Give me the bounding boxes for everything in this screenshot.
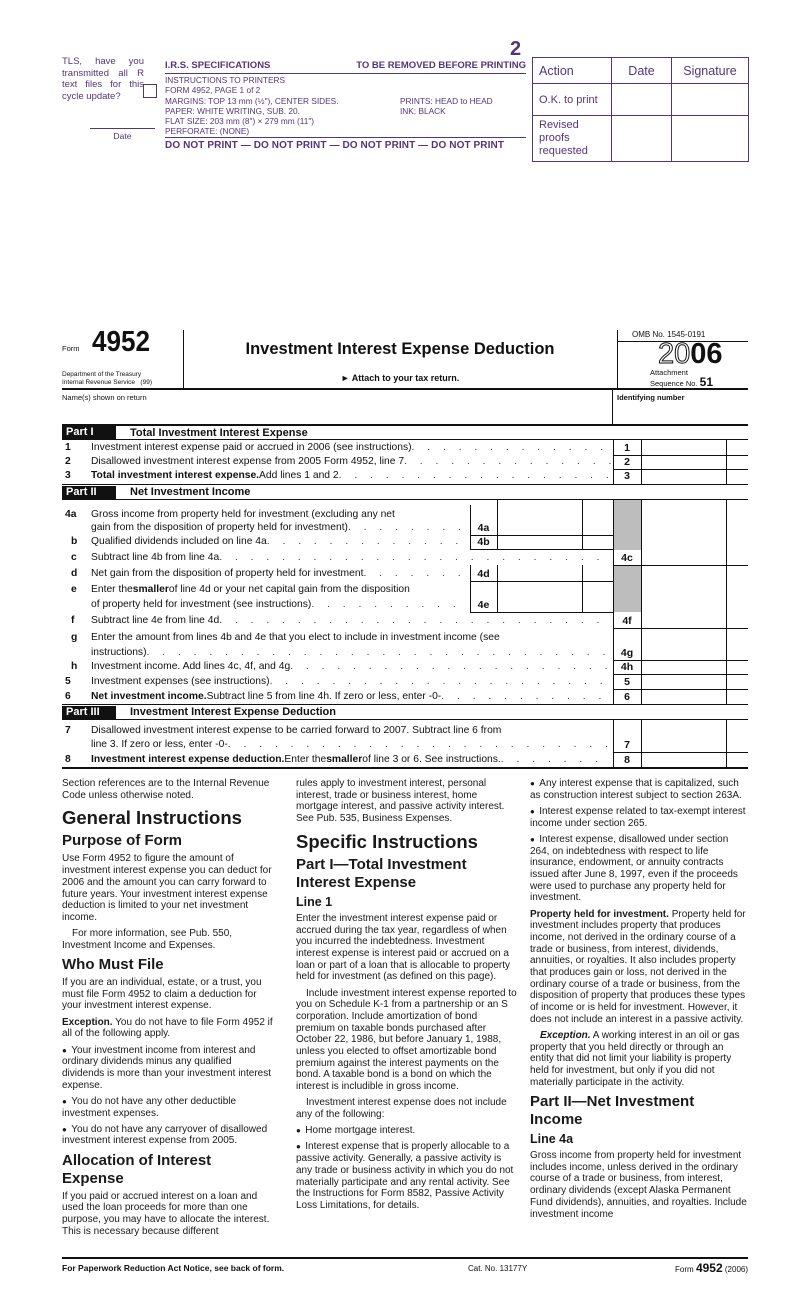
col-date: Date xyxy=(612,58,672,84)
bullet-icon: ● xyxy=(62,1124,72,1134)
line-bold-text: Net investment income. xyxy=(91,691,207,702)
line-text: of line 4d or your net capital gain from the disposition xyxy=(168,584,410,595)
line-box-label: 4b xyxy=(477,536,490,548)
sequence-number: 51 xyxy=(699,374,713,389)
line-text: Gross income from property held for investment (excluding any net xyxy=(91,509,395,520)
dept-name: Department of the Treasury xyxy=(62,371,142,378)
attachment-label: Attachment xyxy=(650,368,688,377)
line-4f xyxy=(62,613,748,628)
line-text: of property held for investment (see instructions) xyxy=(91,599,312,610)
bullet-icon: ● xyxy=(530,806,540,816)
text: Include investment interest expense reported to you on Schedule K-1 from a partnership or an S corporation. Include amortization of bond premium on taxable bonds purchased after October 22, 1986, but before January 1, 1988, unless you elected to offset amortizable bond premium against the interest payments on the bond. A taxable bond is a bond on which the interest is includible in gross income. xyxy=(296,987,517,1093)
leader-dots xyxy=(290,660,611,673)
line-text: Net gain from the disposition of property held for investment xyxy=(91,568,364,579)
form-number: 4952 xyxy=(92,326,151,358)
spec-perforate: PERFORATE: (NONE) xyxy=(165,126,526,138)
text: General Instructions xyxy=(62,807,242,829)
text: Who Must File xyxy=(62,956,164,974)
line-text: Enter the amount from lines 4b and 4e that you elect to include in investment income (see xyxy=(91,632,500,643)
bullet-icon: ● xyxy=(296,1142,306,1152)
text: Property held for investment includes property that produces income, not derived in the ordinary course of a trade or business, from interest, dividends, annuities, or royalties. It also includes property that produces gain or loss, not derived in the ordinary course of a trade or business, from the disposition of property that produces these types of income or is held for investment. However, it does not include an interest in a passive activity. xyxy=(530,908,746,1025)
id-label: Identifying number xyxy=(617,393,685,402)
line-box-label: 4a xyxy=(477,522,490,534)
text: Section references are to the Internal Revenue Code unless otherwise noted. xyxy=(62,778,270,801)
paragraph xyxy=(296,778,518,825)
divider xyxy=(617,330,618,390)
omb-number: OMB No. 1545-0191 xyxy=(632,330,706,339)
line-box-label: 5 xyxy=(624,676,630,688)
text: A working interest in an oil or gas property that you held directly or through an entity that did not limit your liability is property held for investment, but only if you did not materially participate in the activity. xyxy=(530,1030,740,1088)
part-3-header xyxy=(62,704,748,720)
spec-margins: MARGINS: TOP 13 mm (½"), CENTER SIDES. xyxy=(165,95,339,106)
leader-dots xyxy=(501,753,611,766)
part-tag: Part II xyxy=(62,486,116,499)
paragraph xyxy=(296,913,518,983)
col-signature: Signature xyxy=(672,58,749,84)
names-label: Name(s) shown on return xyxy=(62,393,147,402)
leader-dots xyxy=(311,598,467,611)
line-3 xyxy=(62,469,748,483)
line-bold-text: smaller xyxy=(132,584,169,595)
footer-form-number: 4952 xyxy=(695,1261,723,1275)
text: Your investment income from interest and ordinary dividends minus any qualified dividends is more than your investment interest expense. xyxy=(62,1044,271,1091)
text: Line 4a xyxy=(530,1132,574,1147)
line-text: Investment income. Add lines 4c, 4f, and 4g xyxy=(91,661,291,672)
irs-specifications xyxy=(165,61,526,152)
line-4c xyxy=(62,550,748,565)
text: If you are an individual, estate, or a trust, you must file Form 4952 to claim a deduction for your investment interest expense. xyxy=(62,977,262,1012)
footer xyxy=(62,1257,748,1275)
line-number: b xyxy=(71,536,78,547)
text: Part I—Total Investment Interest Expense xyxy=(296,855,467,891)
line-4e xyxy=(62,581,748,612)
line-box-label: 4g xyxy=(620,647,634,659)
line-box-label: 1 xyxy=(624,442,630,454)
paragraph xyxy=(62,1017,276,1040)
text: You do not have any carryover of disallowed investment interest expense from 2005. xyxy=(62,1123,268,1147)
text: You do not have to file Form 4952 if all of the following apply. xyxy=(62,1016,273,1040)
bullet-item xyxy=(62,1045,276,1092)
lead-in: Exception. xyxy=(540,1030,591,1042)
spec-prints: PRINTS: HEAD to HEAD xyxy=(400,95,493,106)
section-heading xyxy=(296,856,518,892)
bullet-item xyxy=(530,806,750,829)
line-1 xyxy=(62,441,748,455)
paragraph xyxy=(62,1191,276,1238)
leader-dots xyxy=(404,455,611,468)
bullet-item xyxy=(296,1141,518,1211)
line-number: h xyxy=(71,661,78,672)
section-heading xyxy=(62,956,276,974)
line-bold-text: Total investment interest expense. xyxy=(91,470,260,481)
irs-name: Internal Revenue Service xyxy=(62,379,135,386)
text: For more information, see Pub. 550, Investment Income and Expenses. xyxy=(62,928,233,951)
line-number: 3 xyxy=(65,470,71,481)
line-number: 6 xyxy=(65,691,71,702)
paragraph xyxy=(530,909,750,1026)
line-text: Subtract line 5 from line 4h. If zero or less, enter -0- xyxy=(206,691,442,702)
line-number: 4a xyxy=(65,509,77,520)
leader-dots xyxy=(219,551,611,564)
line-number: d xyxy=(71,568,78,579)
line-text: gain from the disposition of property held for investment) xyxy=(91,522,348,533)
line-number: f xyxy=(71,615,75,626)
line-box-label: 4f xyxy=(622,615,632,627)
revised-proofs: Revised proofs requested xyxy=(533,116,612,162)
leader-dots xyxy=(441,690,611,703)
line-box-label: 4e xyxy=(477,599,490,611)
paragraph xyxy=(296,1097,518,1120)
names-field[interactable] xyxy=(62,403,610,423)
paragraph xyxy=(62,853,276,923)
line-4d xyxy=(62,566,748,581)
line-number: 1 xyxy=(65,442,71,453)
line-number: 5 xyxy=(65,676,71,687)
bullet-icon: ● xyxy=(296,1126,306,1136)
divider xyxy=(612,390,613,425)
year-outline: 20 xyxy=(658,338,691,370)
footer-year: (2006) xyxy=(724,1265,748,1274)
part-tag: Part I xyxy=(62,426,116,439)
line-4h xyxy=(62,660,748,674)
date-label: Date xyxy=(113,131,132,141)
line-text: Qualified dividends included on line 4a xyxy=(91,536,267,547)
line-text: Disallowed investment interest expense from 2005 Form 4952, line 7 xyxy=(91,456,405,467)
leader-dots xyxy=(339,469,611,482)
section-heading xyxy=(62,832,276,850)
line-text: of line 3 or 6. See instructions. xyxy=(362,754,501,765)
spec-line: INSTRUCTIONS TO PRINTERS xyxy=(165,75,286,86)
text: Any interest expense that is capitalized, such as construction interest subject to section 263A. xyxy=(530,778,742,801)
line-number: e xyxy=(71,584,77,595)
line-5 xyxy=(62,675,748,689)
sequence-label: Sequence No. xyxy=(650,378,698,388)
text: Interest expense, disallowed under section 264, on indebtedness with respect to life insurance, endowment, or annuity contracts issued after June 8, 1997, even if the proceeds were used to purchase any property held for investment. xyxy=(530,833,738,904)
paragraph xyxy=(530,1030,750,1089)
text: Allocation of Interest Expense xyxy=(62,1151,212,1187)
department xyxy=(62,371,152,387)
remove-note: TO BE REMOVED BEFORE PRINTING xyxy=(356,60,526,71)
instructions-column-1 xyxy=(62,778,276,1242)
bullet-item xyxy=(530,834,750,904)
text: You do not have any other deductible investment expenses. xyxy=(62,1095,237,1119)
line-text: line 3. If zero or less, enter -0- xyxy=(91,739,228,750)
spec-ink: INK: BLACK xyxy=(400,105,446,116)
leader-dots xyxy=(412,441,611,454)
paragraph xyxy=(296,988,518,1093)
line-text: Add lines 1 and 2 xyxy=(259,470,339,481)
cell[interactable] xyxy=(612,84,672,116)
bullet-icon: ● xyxy=(530,834,540,844)
footer-form-label: Form xyxy=(675,1265,694,1274)
line-4b xyxy=(62,535,748,549)
lead-in: Property held for investment. xyxy=(530,908,669,920)
line-box-label: 3 xyxy=(624,470,630,482)
section-heading xyxy=(62,807,276,828)
cell[interactable] xyxy=(672,84,749,116)
page-number: 2 xyxy=(510,38,522,60)
text: Use Form 4952 to figure the amount of investment interest expense you can deduct for 2006 and the amount you can carry forward to future years. Your investment interest expense deduction is limited to your net investment income. xyxy=(62,853,272,923)
leader-dots xyxy=(270,675,611,688)
bullet-item xyxy=(530,778,750,801)
line-box-label: 4d xyxy=(477,568,490,580)
line-text: Subtract line 4b from line 4a xyxy=(91,552,220,563)
text: Interest expense related to tax-exempt interest income under section 265. xyxy=(530,805,746,829)
instructions-column-2 xyxy=(296,778,518,1216)
paragraph xyxy=(62,977,276,1012)
text: Specific Instructions xyxy=(296,830,478,852)
line-number: g xyxy=(71,632,78,643)
bullet-icon: ● xyxy=(530,779,540,788)
section-heading xyxy=(530,1132,750,1147)
cell[interactable] xyxy=(612,116,672,162)
line-number: 8 xyxy=(65,754,71,765)
leader-dots xyxy=(219,614,611,627)
line-box-label: 8 xyxy=(624,754,630,766)
approval-table xyxy=(532,57,749,162)
leader-dots xyxy=(228,738,611,751)
text: Investment interest expense does not include any of the following: xyxy=(296,1097,507,1121)
col-action: Action xyxy=(533,58,612,84)
tls-checkbox[interactable] xyxy=(143,84,157,98)
bullet-icon: ● xyxy=(62,1096,72,1106)
text: Interest expense that is properly allocable to a passive activity. Generally, a passive activity is any trade or business activity in which you do not materially participate and any rental activity. See the Instructions for Form 8582, Passive Activity Loss Limitations, for details. xyxy=(296,1141,514,1211)
line-6 xyxy=(62,689,748,704)
line-text: Investment interest expense paid or accrued in 2006 (see instructions) xyxy=(91,442,412,453)
identifying-number-field[interactable] xyxy=(617,403,747,423)
leader-dots xyxy=(363,567,467,580)
line-box-label: 2 xyxy=(624,456,630,468)
year-bold: 06 xyxy=(690,338,723,370)
spec-title: I.R.S. SPECIFICATIONS xyxy=(165,60,271,71)
form-title: Investment Interest Expense Deduction xyxy=(245,340,555,358)
paragraph xyxy=(530,1150,750,1220)
tax-year xyxy=(658,338,723,370)
line-text: instructions) xyxy=(91,647,147,658)
ok-to-print: O.K. to print xyxy=(533,84,612,116)
paragraph xyxy=(62,928,276,951)
date-line xyxy=(90,128,155,129)
text: Part II—Net Investment Income xyxy=(530,1093,695,1129)
do-not-print: DO NOT PRINT — DO NOT PRINT — DO NOT PRINT — DO NOT PRINT xyxy=(165,140,505,152)
line-box-label: 6 xyxy=(624,691,630,703)
line-number: 7 xyxy=(65,725,71,736)
footer-form-id xyxy=(675,1261,748,1275)
line-4a xyxy=(62,505,748,535)
text: rules apply to investment interest, personal interest, trade or business interest, home mortgage interest, and passive activity interest. See Pub. 535, Business Expenses. xyxy=(296,778,505,825)
line-text: Disallowed investment interest expense to be carried forward to 2007. Subtract line 6 from xyxy=(91,725,502,736)
paperwork-notice: For Paperwork Reduction Act Notice, see back of form. xyxy=(62,1263,285,1273)
section-heading xyxy=(62,1152,276,1188)
part-1-header xyxy=(62,424,748,440)
bullet-item xyxy=(296,1125,518,1137)
line-number: c xyxy=(71,552,77,563)
bullet-icon: ● xyxy=(62,1045,72,1055)
text: Enter the investment interest expense paid or accrued during the tax year, regardless of when you incurred the indebtedness. Investment interest expense is interest paid or accrued on a loan or part of a loan that is allocable to property held for investment (as defined on this page). xyxy=(296,912,511,983)
form-label: Form xyxy=(62,344,80,353)
line-text: Enter the xyxy=(284,754,327,765)
line-text: Investment expenses (see instructions) xyxy=(91,676,270,687)
part-title: Total Investment Interest Expense xyxy=(130,426,308,439)
text: If you paid or accrued interest on a loan and used the loan proceeds for more than one purpose, you may have to allocate the interest. This is necessary because different xyxy=(62,1190,270,1237)
part-title: Investment Interest Expense Deduction xyxy=(130,706,336,718)
line-8 xyxy=(62,753,748,767)
part-title: Net Investment Income xyxy=(130,486,251,498)
leader-dots xyxy=(348,521,467,534)
section-heading xyxy=(530,1093,750,1129)
leader-dots xyxy=(147,646,611,659)
line-box-label: 4c xyxy=(621,552,633,564)
catalog-number: Cat. No. 13177Y xyxy=(468,1264,528,1273)
line-text: Enter the xyxy=(91,584,133,595)
text: Purpose of Form xyxy=(62,832,183,850)
line-bold-text: Investment interest expense deduction. xyxy=(91,754,285,765)
line-bold-text: smaller xyxy=(326,754,363,765)
paragraph xyxy=(62,778,276,801)
bullet-item xyxy=(62,1124,276,1147)
tls-question: TLS, have you transmitted all R text files for this cycle update? xyxy=(62,56,144,102)
part-2-header xyxy=(62,484,748,500)
irs-code: (99) xyxy=(140,379,152,386)
lead-in: Exception. xyxy=(62,1016,113,1028)
text: Gross income from property held for investment includes income, unless derived in the ordinary course of a trade or business, from interest, ordinary dividends (except Alaska Permanent Fund dividends), annuities, and royalties. Include investment income xyxy=(530,1150,747,1220)
spec-paper: PAPER: WHITE WRITING, SUB. 20. xyxy=(165,105,300,116)
line-2 xyxy=(62,455,748,469)
line-box-label: 4h xyxy=(620,661,634,673)
part-3-bottom xyxy=(62,767,748,769)
line-7 xyxy=(62,723,748,752)
leader-dots xyxy=(267,535,467,548)
attachment-sequence xyxy=(650,369,713,388)
bullet-item xyxy=(62,1096,276,1119)
text: Home mortgage interest. xyxy=(305,1125,416,1137)
spec-line: FORM 4952, PAGE 1 of 2 xyxy=(165,85,261,96)
line-text: Subtract line 4e from line 4d xyxy=(91,615,220,626)
instructions-column-3 xyxy=(530,778,750,1225)
line-4g xyxy=(62,629,748,660)
attach-note: ► Attach to your tax return. xyxy=(340,373,460,383)
text: Line 1 xyxy=(296,894,333,909)
line-box-label: 7 xyxy=(624,739,630,751)
line-number: 2 xyxy=(65,456,71,467)
cell[interactable] xyxy=(672,116,749,162)
spec-flat-size: FLAT SIZE: 203 mm (8") × 279 mm (11") xyxy=(165,116,315,127)
section-heading xyxy=(296,895,518,910)
part-tag: Part III xyxy=(62,706,116,719)
section-heading xyxy=(296,831,518,852)
